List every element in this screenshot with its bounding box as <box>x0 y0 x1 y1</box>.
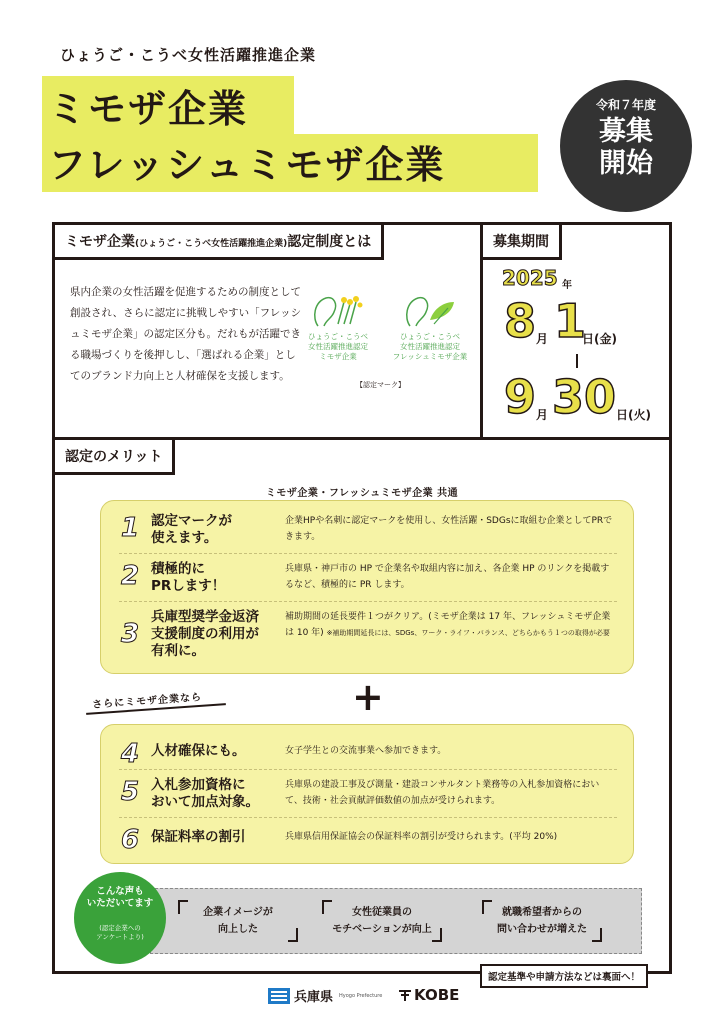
merits-mimosa-box <box>100 724 634 864</box>
merit-description <box>285 609 615 641</box>
merit-number: 1 <box>121 513 140 543</box>
mark-mimosa-line-2: 女性活躍推進認定 <box>308 342 368 351</box>
hyogo-name: 兵庫県 <box>294 990 334 1005</box>
voices-badge-title <box>74 886 166 910</box>
application-period <box>496 264 666 434</box>
mark-mimosa-text <box>296 332 380 362</box>
merit-description: 企業HPや名刺に認定マークを使用し、女性活躍・SDGsに取組む企業としてPRできます。 <box>285 516 613 542</box>
merit-description: 女子学生との交流事業へ参加できます。 <box>285 746 447 756</box>
voice-line: モチベーションが向上 <box>332 924 432 935</box>
mark-caption: 【認定マーク】 <box>356 381 405 389</box>
subtitle: ひょうご・こうべ女性活躍推進企業 <box>60 46 317 64</box>
about-tab-main: ミモザ企業 <box>65 234 135 250</box>
merit-title-line: おいて加点対象。 <box>151 794 259 810</box>
voice-item-3 <box>482 900 602 942</box>
merits-common-label: ミモザ企業・フレッシュミモザ企業 共通 <box>265 488 459 499</box>
merit-number: 2 <box>121 561 140 591</box>
divider <box>119 817 617 818</box>
period-tab: 募集期間 <box>483 225 562 260</box>
merit-note: ※補助期間延長には、SDGs、ワーク・ライフ・バランス、どちらかもう１つの取得が必要 <box>326 629 610 637</box>
kobe-name: KOBE <box>414 986 460 1004</box>
merit-number: 6 <box>121 825 140 855</box>
mark-fresh-line-1: ひょうご・こうべ <box>400 332 460 341</box>
divider <box>119 553 617 554</box>
merit-title-line: 有利に。 <box>151 643 205 659</box>
title-line-1: ミモザ企業 <box>48 87 249 131</box>
badge-main <box>560 116 692 180</box>
badge-main-line-2: 開始 <box>599 148 653 179</box>
back-page-note: 認定基準や申請方法などは裏面へ！ <box>480 964 648 988</box>
merit-description-text: 補助期間の延長要件１つがクリア。(ミモザ企業は 17 年、フレッシュミモザ企業は 10 年) <box>285 612 611 638</box>
divider <box>119 601 617 602</box>
kobe-logo <box>398 986 459 1004</box>
period-year: 2025 <box>502 266 558 290</box>
merit-title <box>151 777 259 811</box>
mark-fresh-line-3: フレッシュミモザ企業 <box>392 352 468 361</box>
merits-tab: 認定のメリット <box>55 440 175 475</box>
merit-description: 兵庫県信用保証協会の保証料率の割引が受けられます。(平均 20%) <box>285 832 558 842</box>
period-separator <box>576 354 578 368</box>
period-year-unit: 年 <box>562 280 572 291</box>
merit-description: 兵庫県の建設工事及び測量・建設コンサルタント業務等の入札参加資格において、技術・社会貢献評価数値の加点が受けられます。 <box>285 780 600 806</box>
voice-line: 就職希望者からの <box>502 907 582 918</box>
kobe-emblem-icon <box>398 988 412 1002</box>
merit-number: 5 <box>121 777 140 807</box>
period-start-month: 8 <box>504 294 537 348</box>
mark-mimosa <box>296 290 380 362</box>
mark-mimosa-line-3: ミモザ企業 <box>319 352 357 361</box>
voices-badge-sub <box>74 924 166 942</box>
merit-title: 保証料率の割引 <box>151 829 246 845</box>
hyogo-emblem-icon <box>268 988 290 1004</box>
more-for-mimosa-label: さらにミモザ企業なら <box>91 692 203 711</box>
period-start-month-unit: 月 <box>536 332 549 346</box>
period-end-day: 30 <box>552 370 617 424</box>
merit-title-line: 積極的に <box>151 561 205 577</box>
merit-title-line: 認定マークが <box>151 513 232 529</box>
voices-badge-sub-line: アンケートより) <box>96 933 144 941</box>
voice-line: 問い合わせが増えた <box>497 924 587 935</box>
voice-item-2 <box>322 900 442 942</box>
voices-badge-sub-line: (認定企業への <box>99 924 141 932</box>
about-tab-tail: 認定制度とは <box>287 234 372 250</box>
voice-line: 企業イメージが <box>203 907 273 918</box>
divider <box>119 769 617 770</box>
merit-title <box>151 513 232 547</box>
recruitment-badge <box>560 80 692 212</box>
merit-title-line: 兵庫型奨学金返済 <box>151 609 259 625</box>
merit-title: 人材確保にも。 <box>151 743 246 759</box>
merit-number: 4 <box>121 739 140 769</box>
period-end-day-unit: 日(火) <box>616 408 651 422</box>
merit-number: 3 <box>121 619 140 649</box>
merits-common-box <box>100 500 634 674</box>
plus-icon: + <box>352 675 384 719</box>
mimosa-mark-icon <box>308 290 368 330</box>
certification-marks <box>296 290 472 390</box>
voices-badge <box>74 872 166 964</box>
mark-fresh-line-2: 女性活躍推進認定 <box>400 342 460 351</box>
voice-line: 女性従業員の <box>352 907 412 918</box>
voices-badge-line: こんな声も <box>96 886 144 897</box>
merit-title <box>151 609 259 660</box>
mark-mimosa-line-1: ひょうご・こうべ <box>308 332 368 341</box>
fresh-mimosa-mark-icon <box>400 290 460 330</box>
merit-description: 兵庫県・神戸市の HP で企業名や取組内容に加え、各企業 HP のリンクを掲載するなど、積極的に PR します。 <box>285 564 610 590</box>
merit-title-line: PRします！ <box>151 578 226 594</box>
title-line-2: フレッシュミモザ企業 <box>48 143 446 187</box>
period-end-month-unit: 月 <box>536 408 549 422</box>
merit-title <box>151 561 225 595</box>
voice-item-1 <box>178 900 298 942</box>
merit-title-line: 入札参加資格に <box>151 777 246 793</box>
mark-fresh-mimosa <box>388 290 472 362</box>
voices-badge-line: いただいてます <box>86 898 154 909</box>
hyogo-logo <box>268 986 382 1005</box>
about-tab-paren: (ひょうご・こうべ女性活躍推進企業) <box>135 239 288 249</box>
about-tab <box>55 225 384 260</box>
badge-main-line-1: 募集 <box>599 116 653 147</box>
merit-title-line: 支援制度の利用が <box>151 626 259 642</box>
voice-line: 向上した <box>218 924 258 935</box>
merit-title-line: 使えます。 <box>151 530 218 546</box>
badge-year: 令和７年度 <box>595 98 656 112</box>
about-body: 県内企業の女性活躍を促進するための制度として創設され、さらに認定に挑戦しやすい「フレッシュミモザ企業」の認定区分も。だれもが活躍できる職場づくりを後押しし、「選ばれる企業」としてのブランド力向上と人材確保を支援します。 <box>70 286 302 382</box>
hyogo-sub: Hyogo Prefecture <box>339 992 383 999</box>
period-start-day: 1 <box>554 294 587 348</box>
mark-fresh-mimosa-text <box>388 332 472 362</box>
period-end-month: 9 <box>504 370 537 424</box>
period-start-day-unit: 日(金) <box>582 332 617 346</box>
